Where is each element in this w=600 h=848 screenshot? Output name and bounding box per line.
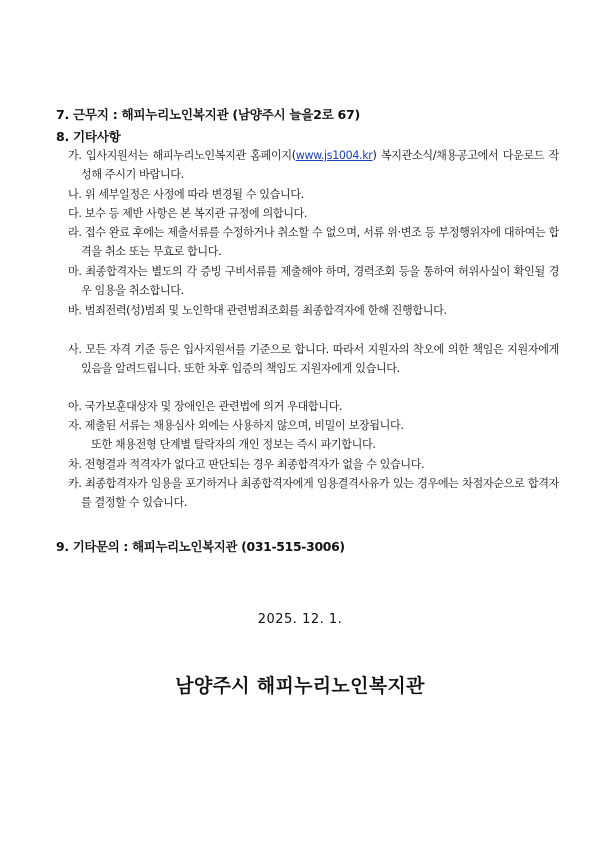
item-a: 아. 국가보훈대상자 및 장애인은 관련법에 의거 우대합니다. xyxy=(68,400,343,413)
organization-name: 남양주시 해피누리노인복지관 xyxy=(175,675,425,697)
item-ga xyxy=(68,146,559,184)
item-ja-continued: 또한 채용전형 단계별 탈락자의 개인 정보는 즉시 파기합니다. xyxy=(91,438,376,451)
section-9-contact: 9. 기타문의 : 해피누리노인복지관 (031-515-3006) xyxy=(56,539,345,554)
item-ga-text-pre: 가. 입사지원서는 해피누리노인복지관 홈페이지( xyxy=(68,149,296,162)
section-7-workplace: 7. 근무지 : 해피누리노인복지관 (남양주시 늘을2로 67) xyxy=(56,107,360,122)
item-na: 나. 위 세부일정은 사정에 따라 변경될 수 있습니다. xyxy=(68,188,304,201)
item-ga-text-post: ) 복지관소식/채용공고에서 다운로드 작성해 주시기 바랍니다. xyxy=(81,149,559,181)
item-ma: 마. 최종합격자는 별도의 각 증빙 구비서류를 제출해야 하며, 경력조회 등을 통하여 허위사실이 확인될 경우 임용을 취소합니다. xyxy=(68,265,559,297)
item-da: 다. 보수 등 제반 사항은 본 복지관 규정에 의합니다. xyxy=(68,207,308,220)
homepage-link[interactable]: www.js1004.kr xyxy=(295,149,373,162)
item-sa: 사. 모든 자격 기준 등은 입사지원서를 기준으로 합니다. 따라서 지원자의 착오에 의한 책임은 지원자에게 있음을 알려드립니다. 또한 차후 입증의 책임도 지원자에게 있습니다. xyxy=(68,343,559,375)
document-date: 2025. 12. 1. xyxy=(257,612,343,627)
item-ja: 자. 제출된 서류는 채용심사 외에는 사용하지 않으며, 비밀이 보장됩니다. xyxy=(68,419,404,432)
item-cha: 차. 전형결과 적격자가 없다고 판단되는 경우 최종합격자가 없을 수 있습니다. xyxy=(68,458,425,471)
item-ka: 카. 최종합격자가 임용을 포기하거나 최종합격자에게 임용결격사유가 있는 경우에는 차점자순으로 합격자를 결정할 수 있습니다. xyxy=(68,477,559,509)
item-ba: 바. 범죄전력(성)범죄 및 노인학대 관련범죄조회를 최종합격자에 한해 진행합니다. xyxy=(68,304,447,317)
section-8-title: 8. 기타사항 xyxy=(56,129,121,144)
item-ra: 라. 접수 완료 후에는 제출서류를 수정하거나 취소할 수 없으며, 서류 위·변조 등 부정행위자에 대하여는 합격을 취소 또는 무효로 합니다. xyxy=(68,226,559,258)
